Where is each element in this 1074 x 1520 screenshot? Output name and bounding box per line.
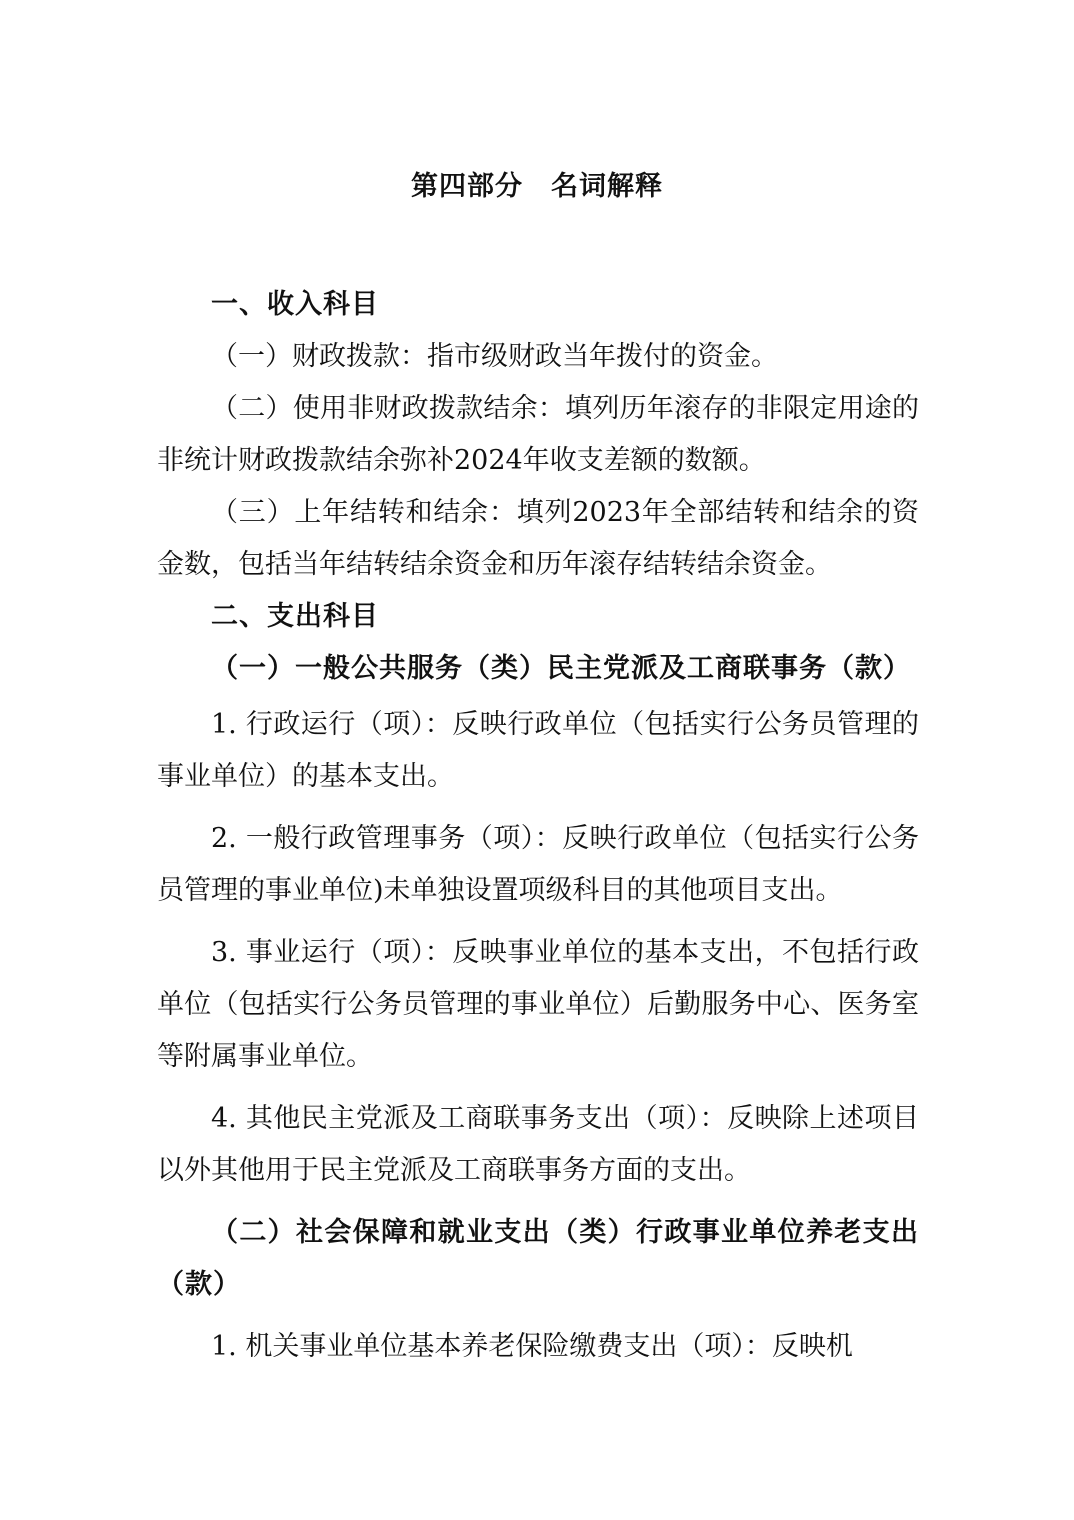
document-body bbox=[157, 279, 919, 1373]
paragraph: （一）财政拨款：指市级财政当年拨付的资金。 bbox=[211, 341, 778, 372]
page-title: 第四部分 名词解释 bbox=[411, 171, 663, 202]
subsection-heading: （二）社会保障和就业支出（类）行政事业单位养老支出（款） bbox=[157, 1217, 919, 1300]
paragraph: 4. 其他民主党派及工商联事务支出（项）：反映除上述项目以外其他用于民主党派及工商联事务方面的支出。 bbox=[157, 1103, 919, 1186]
paragraph: 2. 一般行政管理事务（项）：反映行政单位（包括实行公务员管理的事业单位)未单独设置项级科目的其他项目支出。 bbox=[157, 823, 919, 906]
paragraph: （三）上年结转和结余：填列2023年全部结转和结余的资金数，包括当年结转结余资金和历年滚存结转结余资金。 bbox=[157, 497, 919, 580]
section-heading-income: 一、收入科目 bbox=[211, 289, 379, 320]
paragraph: 1. 机关事业单位基本养老保险缴费支出（项）：反映机 bbox=[211, 1331, 853, 1362]
paragraph: 3. 事业运行（项）：反映事业单位的基本支出，不包括行政单位（包括实行公务员管理的事业单位）后勤服务中心、医务室等附属事业单位。 bbox=[157, 937, 919, 1072]
paragraph: （二）使用非财政拨款结余：填列历年滚存的非限定用途的非统计财政拨款结余弥补2024年收支差额的数额。 bbox=[157, 393, 919, 476]
paragraph: 1. 行政运行（项）：反映行政单位（包括实行公务员管理的事业单位）的基本支出。 bbox=[157, 709, 919, 792]
subsection-heading: （一）一般公共服务（类）民主党派及工商联事务（款） bbox=[211, 653, 911, 684]
section-heading-expenditure: 二、支出科目 bbox=[211, 601, 379, 632]
